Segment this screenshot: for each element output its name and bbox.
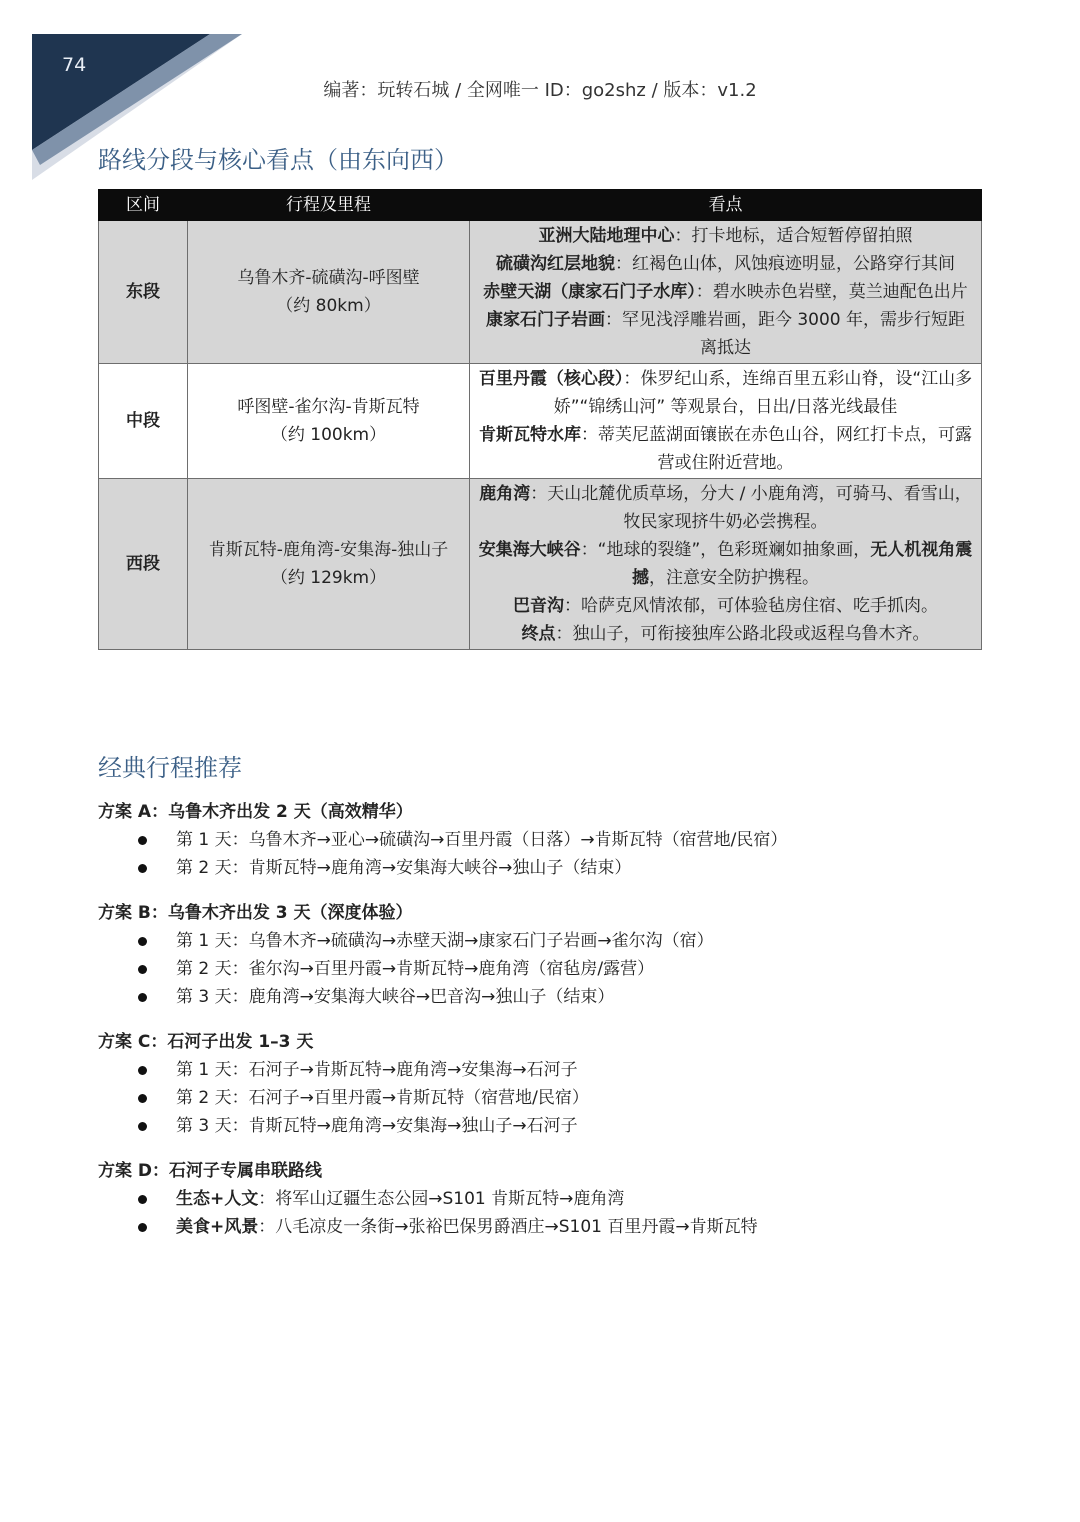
- segment-cell: 西段: [99, 479, 188, 650]
- plan-title: 方案 A：乌鲁木齐出发 2 天（高效精华）: [98, 802, 413, 822]
- list-item: 美食+风景：八毛凉皮一条街→张裕巴保男爵酒庄→S101 百里丹霞→肯斯瓦特: [98, 1213, 998, 1241]
- list-item: 第 2 天：石河子→百里丹霞→肯斯瓦特（宿营地/民宿）: [98, 1084, 998, 1112]
- table-header-row: [99, 190, 982, 221]
- plan-a: [98, 798, 998, 882]
- list-item: 第 1 天：乌鲁木齐→亚心→硫磺沟→百里丹霞（日落）→肯斯瓦特（宿营地/民宿）: [98, 826, 998, 854]
- bullet-icon: [138, 836, 147, 845]
- plan-c: [98, 1028, 998, 1140]
- list-item: 第 3 天：鹿角湾→安集海大峡谷→巴音沟→独山子（结束）: [98, 983, 998, 1011]
- list-item: 第 1 天：乌鲁木齐→硫磺沟→赤壁天湖→康家石门子岩画→雀尔沟（宿）: [98, 927, 998, 955]
- bullet-icon: [138, 965, 147, 974]
- itinerary-plans: [98, 798, 998, 1258]
- highlight-item: 肯斯瓦特水库：蒂芙尼蓝湖面镶嵌在赤色山谷，网红打卡点，可露营或住附近营地。: [479, 425, 972, 473]
- bullet-icon: [138, 864, 147, 873]
- plan-title: 方案 C：石河子出发 1–3 天: [98, 1032, 314, 1052]
- bullet-icon: [138, 1094, 147, 1103]
- table-row: [99, 479, 982, 650]
- highlight-item: 硫磺沟红层地貌：红褐色山体，风蚀痕迹明显，公路穿行其间: [496, 254, 955, 274]
- segment-cell: 中段: [99, 364, 188, 479]
- plan-title: 方案 D：石河子专属串联路线: [98, 1161, 323, 1181]
- table-row: [99, 221, 982, 364]
- route-cell: [188, 364, 470, 479]
- segment-cell: 东段: [99, 221, 188, 364]
- list-item: 第 3 天：肯斯瓦特→鹿角湾→安集海→独山子→石河子: [98, 1112, 998, 1140]
- route-text: 呼图壁-雀尔沟-肯斯瓦特: [237, 397, 420, 417]
- plan-b: [98, 899, 998, 1011]
- bullet-icon: [138, 1066, 147, 1075]
- route-table: [98, 189, 982, 650]
- highlight-item: 巴音沟：哈萨克风情浓郁，可体验毡房住宿、吃手抓肉。: [513, 596, 938, 616]
- list-item: 第 2 天：雀尔沟→百里丹霞→肯斯瓦特→鹿角湾（宿毡房/露营）: [98, 955, 998, 983]
- section-title-itineraries: 经典行程推荐: [98, 754, 242, 782]
- distance-text: （约 100km）: [270, 425, 387, 445]
- highlight-item: 鹿角湾：天山北麓优质草场，分大 / 小鹿角湾，可骑马、看雪山，牧民家现挤牛奶必尝携程。: [479, 484, 972, 532]
- highlights-cell: [470, 221, 982, 364]
- highlights-cell: [470, 479, 982, 650]
- distance-text: （约 80km）: [276, 296, 381, 316]
- highlight-item: 百里丹霞（核心段）：侏罗纪山系，连绵百里五彩山脊，设“江山多娇”“锦绣山河” 等观景台，日出/日落光线最佳: [478, 369, 973, 417]
- page-header: 编著：玩转石城 / 全网唯一 ID：go2shz / 版本：v1.2: [323, 80, 757, 101]
- highlight-item: 赤壁天湖（康家石门子水库）：碧水映赤色岩壁，莫兰迪配色出片: [483, 282, 968, 302]
- highlight-item: 安集海大峡谷：“地球的裂缝”，色彩斑斓如抽象画，无人机视角震撼，注意安全防护携程。: [478, 540, 973, 588]
- bullet-icon: [138, 937, 147, 946]
- route-cell: [188, 479, 470, 650]
- table-row: [99, 364, 982, 479]
- plan-d: [98, 1157, 998, 1241]
- bullet-icon: [138, 1122, 147, 1131]
- bullet-icon: [138, 993, 147, 1002]
- column-header: 区间: [99, 190, 188, 221]
- route-text: 乌鲁木齐-硫磺沟-呼图壁: [237, 268, 420, 288]
- distance-text: （约 129km）: [270, 568, 387, 588]
- bullet-icon: [138, 1223, 147, 1232]
- list-item: 第 1 天：石河子→肯斯瓦特→鹿角湾→安集海→石河子: [98, 1056, 998, 1084]
- column-header: 行程及里程: [188, 190, 470, 221]
- highlight-item: 康家石门子岩画：罕见浅浮雕岩画，距今 3000 年，需步行短距离抵达: [485, 310, 966, 358]
- route-text: 肯斯瓦特-鹿角湾-安集海-独山子: [208, 540, 449, 560]
- highlight-item: 亚洲大陆地理中心：打卡地标，适合短暂停留拍照: [538, 226, 913, 246]
- route-cell: [188, 221, 470, 364]
- plan-title: 方案 B：乌鲁木齐出发 3 天（深度体验）: [98, 903, 413, 923]
- highlights-cell: [470, 364, 982, 479]
- page-number: 74: [62, 54, 87, 76]
- list-item: 第 2 天：肯斯瓦特→鹿角湾→安集海大峡谷→独山子（结束）: [98, 854, 998, 882]
- highlight-item: 终点：独山子，可衔接独库公路北段或返程乌鲁木齐。: [521, 624, 930, 644]
- bullet-icon: [138, 1195, 147, 1204]
- column-header: 看点: [470, 190, 982, 221]
- list-item: 生态+人文：将军山辽疆生态公园→S101 肯斯瓦特→鹿角湾: [98, 1185, 998, 1213]
- section-title-routes: 路线分段与核心看点（由东向西）: [98, 146, 458, 174]
